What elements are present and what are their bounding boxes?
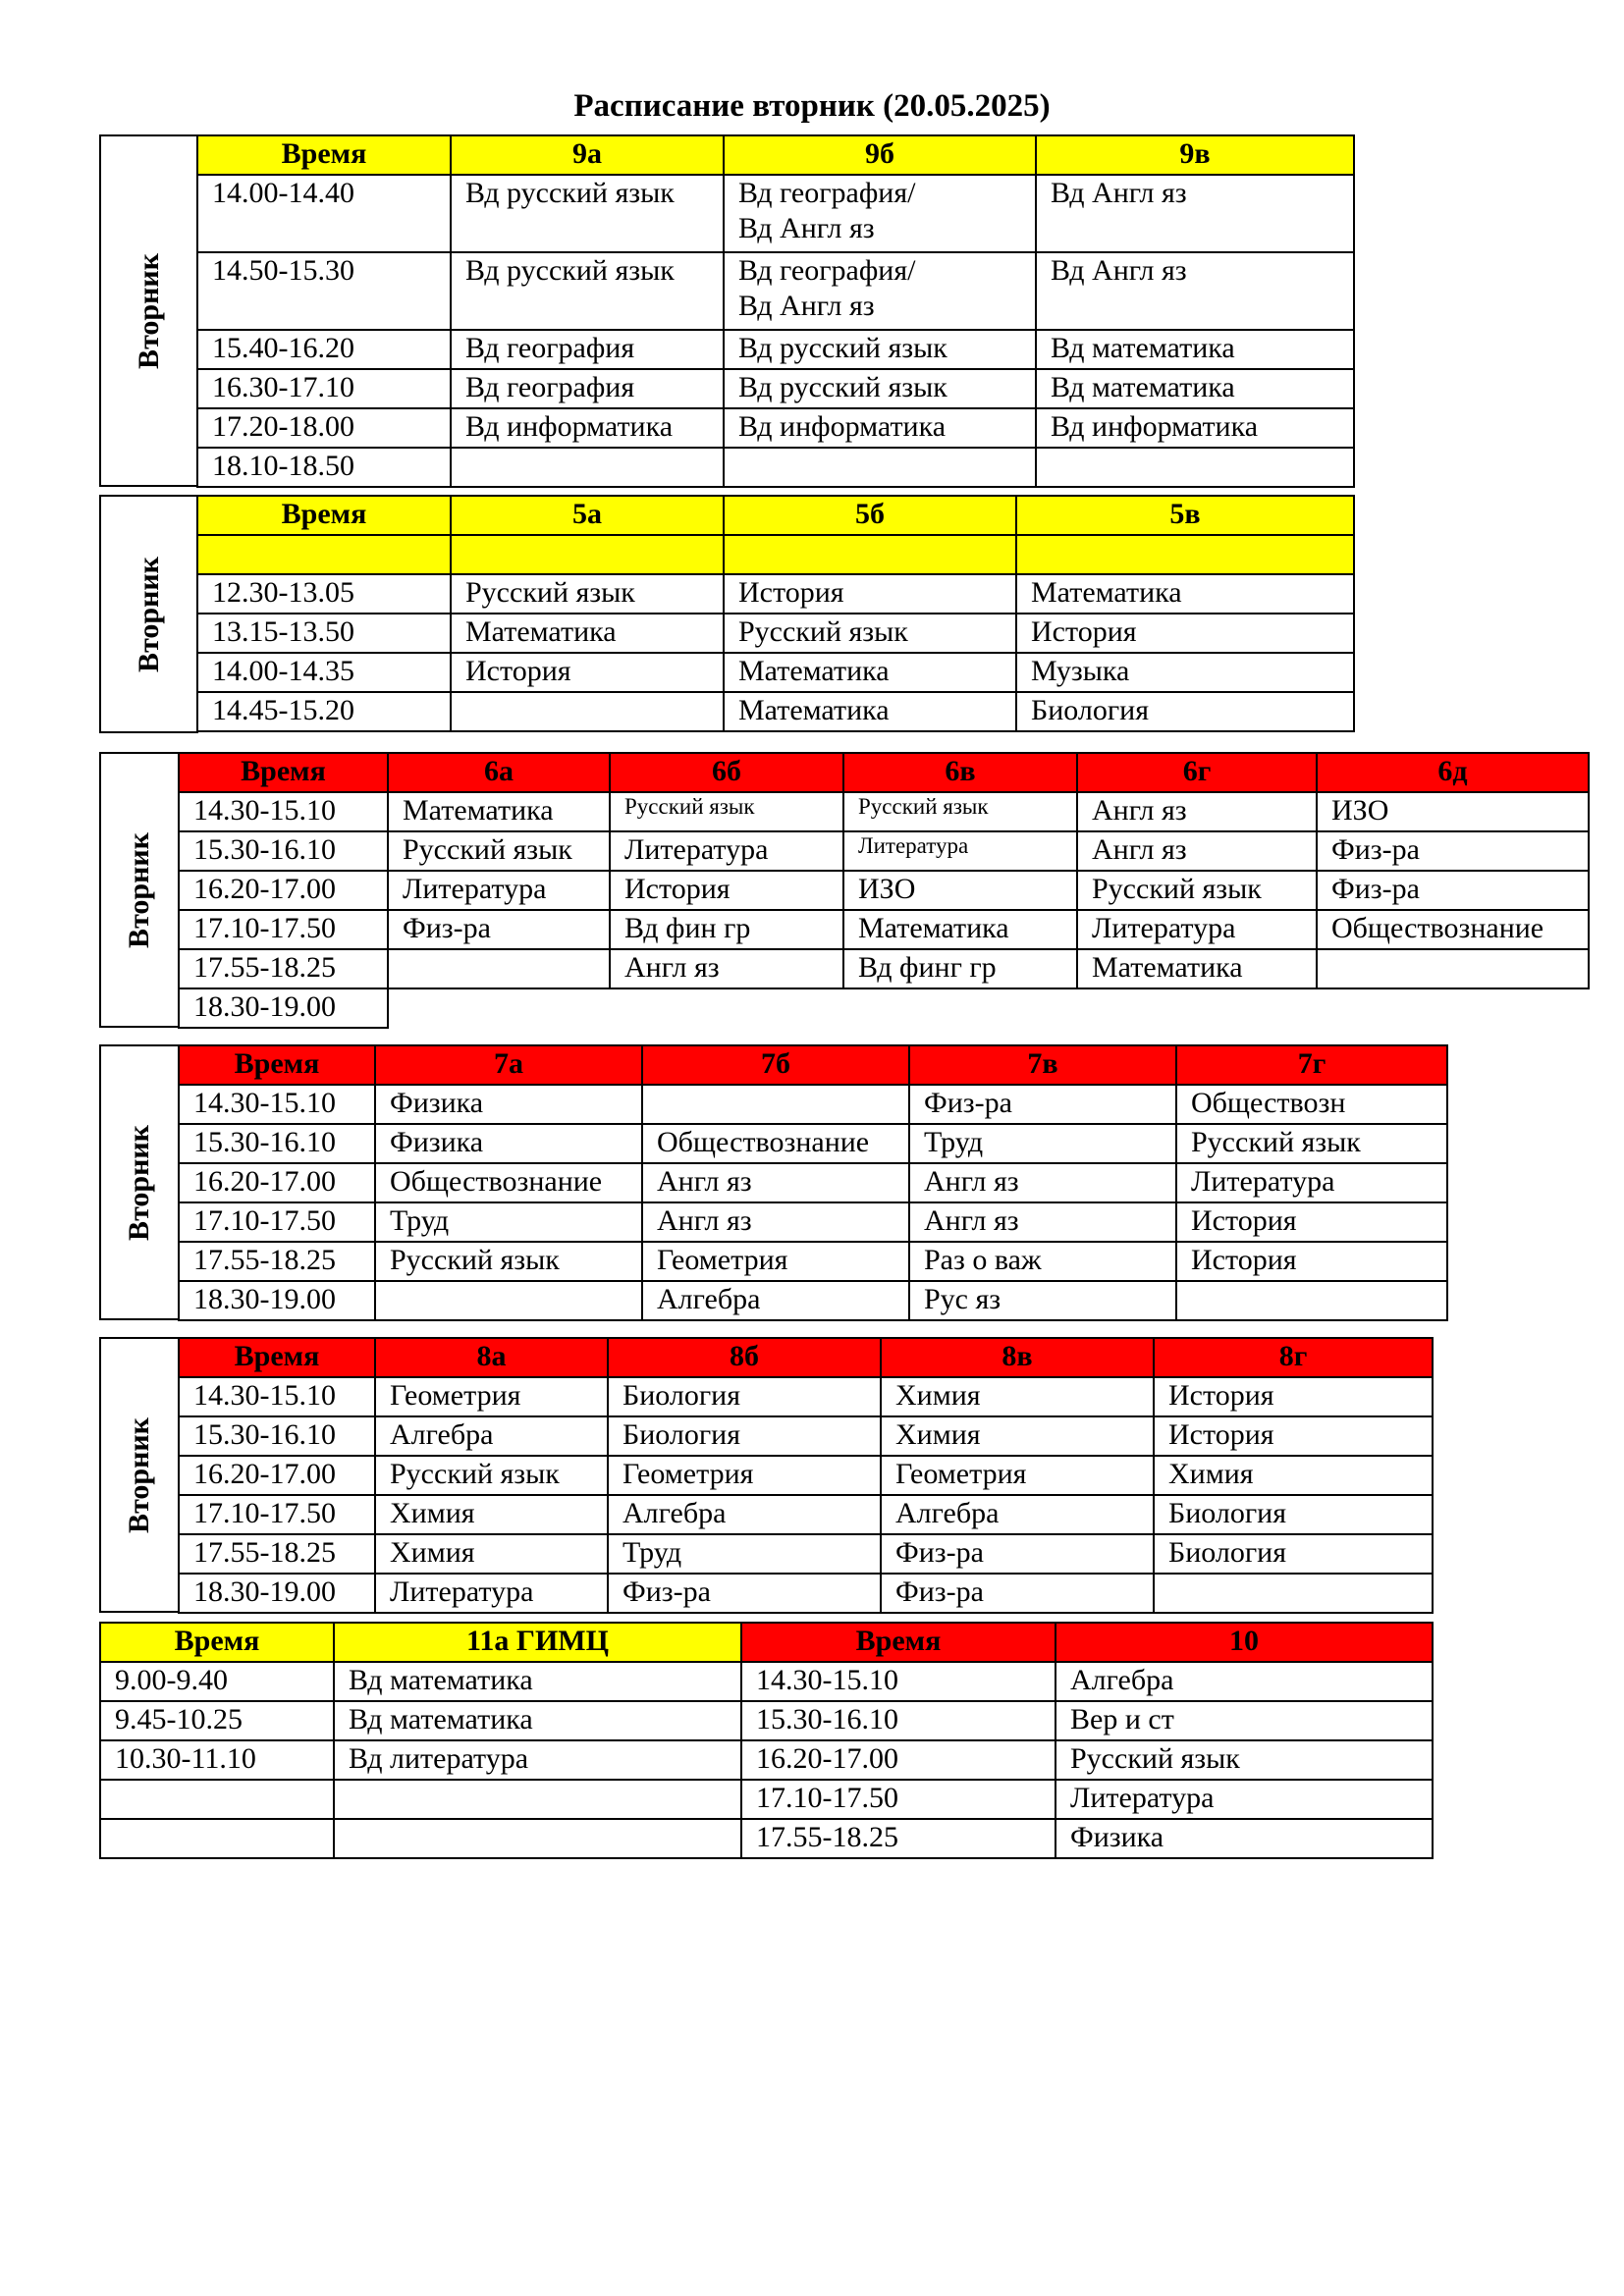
subject-cell: Химия	[881, 1416, 1154, 1456]
time-cell: 15.30-16.10	[741, 1701, 1056, 1740]
time-cell: 17.10-17.50	[741, 1780, 1056, 1819]
time-cell: 17.55-18.25	[741, 1819, 1056, 1858]
subject-cell: Физ-ра	[608, 1574, 881, 1613]
table-row	[197, 369, 1354, 408]
time-cell: 17.20-18.00	[197, 408, 451, 448]
table-row	[197, 448, 1354, 487]
subject-cell: Русский язык	[375, 1242, 642, 1281]
table-row	[197, 252, 1354, 330]
subject-cell: ИЗО	[843, 871, 1077, 910]
time-cell: 14.00-14.40	[197, 175, 451, 252]
subject-cell: Вд литература	[334, 1740, 741, 1780]
day-label-box-5	[99, 495, 198, 733]
time-cell: 18.30-19.00	[179, 1281, 375, 1320]
header-class: 8б	[608, 1338, 881, 1377]
subject-cell: Физика	[375, 1124, 642, 1163]
header-class: 10	[1056, 1623, 1433, 1662]
table-row	[179, 1281, 1447, 1320]
header-time: Время	[179, 1338, 375, 1377]
subject-cell: Англ яз	[642, 1202, 909, 1242]
header-class: 5в	[1016, 496, 1354, 535]
subject-cell	[334, 1819, 741, 1858]
table-row	[179, 792, 1589, 831]
time-cell: 16.30-17.10	[197, 369, 451, 408]
subject-cell: Раз о важ	[909, 1242, 1176, 1281]
subject-cell: История	[724, 574, 1016, 614]
table-header-row	[100, 1623, 1433, 1662]
table-row	[179, 1416, 1433, 1456]
time-cell: 18.30-19.00	[179, 1574, 375, 1613]
subject-cell: Вд русский язык	[451, 252, 724, 330]
subject-cell	[1154, 1574, 1433, 1613]
header-class: 7б	[642, 1045, 909, 1085]
table-row	[197, 653, 1354, 692]
subject-cell: Математика	[1077, 949, 1317, 988]
subject-cell: Геометрия	[375, 1377, 608, 1416]
time-cell: 10.30-11.10	[100, 1740, 334, 1780]
subject-cell: Англ яз	[909, 1202, 1176, 1242]
time-cell	[100, 1819, 334, 1858]
header-time: Время	[741, 1623, 1056, 1662]
subject-cell: История	[1154, 1377, 1433, 1416]
subject-cell: Геометрия	[881, 1456, 1154, 1495]
table-row	[179, 831, 1589, 871]
page-title: Расписание вторник (20.05.2025)	[573, 88, 1051, 124]
subject-cell	[642, 1085, 909, 1124]
subject-cell: Обществознание	[642, 1124, 909, 1163]
header-class: 8в	[881, 1338, 1154, 1377]
subject-cell: Литература	[1056, 1780, 1433, 1819]
subject-cell: Физ-ра	[1317, 871, 1589, 910]
day-label-box-7	[99, 1044, 180, 1320]
subject-cell: Обществознание	[375, 1163, 642, 1202]
table-row	[197, 692, 1354, 731]
subject-cell: Русский язык	[724, 614, 1016, 653]
table-row	[179, 1377, 1433, 1416]
day-label: Вторник	[123, 831, 155, 948]
subject-cell: Химия	[375, 1495, 608, 1534]
time-cell: 15.30-16.10	[179, 1124, 375, 1163]
subject-cell	[1036, 448, 1354, 487]
subject-line: Вд география/	[738, 254, 916, 287]
subject-cell: Химия	[1154, 1456, 1433, 1495]
subject-cell: Вер и ст	[1056, 1701, 1433, 1740]
subject-cell	[1317, 949, 1589, 988]
time-cell: 16.20-17.00	[179, 1163, 375, 1202]
time-cell: 14.30-15.10	[179, 1377, 375, 1416]
subject-cell: Англ яз	[1077, 792, 1317, 831]
day-label-box-6	[99, 752, 180, 1028]
subject-cell: Математика	[388, 792, 610, 831]
table-row	[179, 1085, 1447, 1124]
subject-cell: История	[1176, 1242, 1447, 1281]
day-label: Вторник	[123, 1124, 155, 1241]
subject-cell: Литература	[843, 831, 1077, 871]
subject-cell: Физ-ра	[909, 1085, 1176, 1124]
subject-cell	[451, 692, 724, 731]
time-cell: 17.55-18.25	[179, 1534, 375, 1574]
time-cell	[100, 1780, 334, 1819]
subject-cell	[388, 949, 610, 988]
time-cell: 16.20-17.00	[741, 1740, 1056, 1780]
subject-cell: Математика	[843, 910, 1077, 949]
header-class: 6д	[1317, 753, 1589, 792]
header-class: 6г	[1077, 753, 1317, 792]
subject-cell: Алгебра	[642, 1281, 909, 1320]
subject-cell: Физ-ра	[1317, 831, 1589, 871]
subject-cell: Биология	[1154, 1534, 1433, 1574]
table-row	[179, 1202, 1447, 1242]
subject-cell: Биология	[608, 1416, 881, 1456]
subject-cell: Музыка	[1016, 653, 1354, 692]
header-time: Время	[179, 753, 388, 792]
day-label: Вторник	[132, 556, 165, 672]
schedule-table-grade5	[196, 495, 1355, 732]
subject-cell: Англ яз	[610, 949, 843, 988]
table-row	[197, 574, 1354, 614]
time-cell: 14.30-15.10	[179, 792, 388, 831]
schedule-table-grade9	[196, 134, 1355, 488]
header-class: 8а	[375, 1338, 608, 1377]
time-cell: 17.55-18.25	[179, 1242, 375, 1281]
subject-cell: Вд математика	[1036, 369, 1354, 408]
subject-cell	[1176, 1281, 1447, 1320]
table-header-row	[179, 753, 1589, 792]
table-row	[100, 1701, 1433, 1740]
subject-cell: Англ яз	[909, 1163, 1176, 1202]
header-class: 11а ГИМЦ	[334, 1623, 741, 1662]
time-cell: 17.10-17.50	[179, 910, 388, 949]
header-class: 9в	[1036, 135, 1354, 175]
schedule-table-grade6	[178, 752, 1590, 1029]
subject-cell: Русский язык	[375, 1456, 608, 1495]
subject-cell: Русский язык	[843, 792, 1077, 831]
table-header-row	[179, 1045, 1447, 1085]
table-row	[179, 1534, 1433, 1574]
subject-cell: Химия	[375, 1534, 608, 1574]
table-row	[100, 1662, 1433, 1701]
subject-cell: Русский язык	[610, 792, 843, 831]
subject-cell: Обществознание	[1317, 910, 1589, 949]
day-label-box-9	[99, 134, 198, 487]
header-class: 7а	[375, 1045, 642, 1085]
subject-cell: Алгебра	[608, 1495, 881, 1534]
table-row	[179, 1456, 1433, 1495]
subject-cell	[724, 448, 1036, 487]
subject-cell: Вд русский язык	[724, 369, 1036, 408]
subject-cell: Геометрия	[642, 1242, 909, 1281]
subject-cell: Русский язык	[388, 831, 610, 871]
subject-cell: Вд Англ яз	[1036, 175, 1354, 252]
subject-cell: История	[1016, 614, 1354, 653]
time-cell: 14.45-15.20	[197, 692, 451, 731]
subject-cell: Литература	[610, 831, 843, 871]
subject-line: Вд Англ яз	[738, 290, 875, 322]
subject-cell: Физ-ра	[881, 1534, 1154, 1574]
time-cell: 16.20-17.00	[179, 1456, 375, 1495]
header-class: 6а	[388, 753, 610, 792]
time-cell: 17.55-18.25	[179, 949, 388, 988]
table-row	[197, 614, 1354, 653]
table-row	[179, 949, 1589, 988]
subject-cell: Русский язык	[1077, 871, 1317, 910]
subject-cell: Литература	[1077, 910, 1317, 949]
table-row	[179, 988, 1589, 1028]
subject-cell: Математика	[724, 692, 1016, 731]
time-cell: 9.45-10.25	[100, 1701, 334, 1740]
time-cell: 14.00-14.35	[197, 653, 451, 692]
table-header-row	[179, 1338, 1433, 1377]
subject-cell: История	[1154, 1416, 1433, 1456]
subject-cell: Труд	[608, 1534, 881, 1574]
table-header-row	[197, 135, 1354, 175]
subject-cell: Англ яз	[642, 1163, 909, 1202]
subject-cell: Русский язык	[1176, 1124, 1447, 1163]
table-row	[197, 408, 1354, 448]
table-row	[100, 1740, 1433, 1780]
time-cell: 18.10-18.50	[197, 448, 451, 487]
schedule-table-grade11-10	[99, 1622, 1434, 1859]
subject-cell: Труд	[375, 1202, 642, 1242]
table-row	[197, 175, 1354, 252]
day-label: Вторник	[132, 252, 165, 369]
subject-cell: Математика	[451, 614, 724, 653]
table-row	[179, 871, 1589, 910]
subject-cell: Алгебра	[881, 1495, 1154, 1534]
subject-cell: Литература	[388, 871, 610, 910]
time-cell: 16.20-17.00	[179, 871, 388, 910]
subject-cell: История	[1176, 1202, 1447, 1242]
subject-line: Вд Англ яз	[738, 212, 875, 244]
subject-cell	[375, 1281, 642, 1320]
subject-cell: Биология	[1154, 1495, 1433, 1534]
subject-cell	[334, 1780, 741, 1819]
schedule-table-grade7	[178, 1044, 1448, 1321]
table-row	[100, 1819, 1433, 1858]
subject-cell: Русский язык	[451, 574, 724, 614]
table-row	[179, 910, 1589, 949]
subject-cell: Вд информатика	[724, 408, 1036, 448]
schedule-table-grade8	[178, 1337, 1434, 1614]
subject-cell: Вд информатика	[1036, 408, 1354, 448]
day-label: Вторник	[123, 1416, 155, 1533]
subject-cell: Вд русский язык	[451, 175, 724, 252]
table-row	[179, 1495, 1433, 1534]
table-header-row	[197, 496, 1354, 535]
subject-cell: Физ-ра	[881, 1574, 1154, 1613]
header-class: 9а	[451, 135, 724, 175]
subject-cell: Биология	[1016, 692, 1354, 731]
time-cell: 15.30-16.10	[179, 1416, 375, 1456]
header-time: Время	[197, 135, 451, 175]
header-class: 6б	[610, 753, 843, 792]
subject-cell: История	[610, 871, 843, 910]
time-cell: 15.40-16.20	[197, 330, 451, 369]
header-class: 5б	[724, 496, 1016, 535]
header-class: 7в	[909, 1045, 1176, 1085]
subject-cell: Литература	[375, 1574, 608, 1613]
subject-cell: Труд	[909, 1124, 1176, 1163]
subject-cell: Физ-ра	[388, 910, 610, 949]
subject-cell: Русский язык	[1056, 1740, 1433, 1780]
subject-cell: Вд финг гр	[843, 949, 1077, 988]
subject-line: Вд география/	[738, 177, 916, 209]
subject-cell: Химия	[881, 1377, 1154, 1416]
time-cell: 14.30-15.10	[741, 1662, 1056, 1701]
subject-cell: История	[451, 653, 724, 692]
table-row	[179, 1163, 1447, 1202]
subject-cell	[724, 252, 1036, 330]
header-class: 6в	[843, 753, 1077, 792]
subject-cell: Рус яз	[909, 1281, 1176, 1320]
header-class: 8г	[1154, 1338, 1433, 1377]
table-row	[100, 1780, 1433, 1819]
subject-cell: Вд математика	[334, 1701, 741, 1740]
time-cell: 17.10-17.50	[179, 1495, 375, 1534]
table-row	[179, 1242, 1447, 1281]
subject-cell: Алгебра	[375, 1416, 608, 1456]
table-row	[197, 330, 1354, 369]
subject-cell: Алгебра	[1056, 1662, 1433, 1701]
subject-cell	[451, 448, 724, 487]
subject-cell: Литература	[1176, 1163, 1447, 1202]
time-cell: 13.15-13.50	[197, 614, 451, 653]
subject-cell: Физика	[1056, 1819, 1433, 1858]
header-time: Время	[179, 1045, 375, 1085]
header-class: 5а	[451, 496, 724, 535]
time-cell: 17.10-17.50	[179, 1202, 375, 1242]
header-class: 9б	[724, 135, 1036, 175]
subject-cell: Биология	[608, 1377, 881, 1416]
table-row	[179, 1574, 1433, 1613]
time-cell: 18.30-19.00	[179, 988, 388, 1028]
time-cell: 9.00-9.40	[100, 1662, 334, 1701]
subject-cell: Физика	[375, 1085, 642, 1124]
day-label-box-8	[99, 1337, 180, 1613]
subject-cell: Обществозн	[1176, 1085, 1447, 1124]
time-cell: 12.30-13.05	[197, 574, 451, 614]
subject-cell: Геометрия	[608, 1456, 881, 1495]
subject-cell: ИЗО	[1317, 792, 1589, 831]
subject-cell: Вд география	[451, 369, 724, 408]
subject-cell: Вд русский язык	[724, 330, 1036, 369]
subject-cell	[724, 175, 1036, 252]
subject-cell: Математика	[1016, 574, 1354, 614]
time-cell: 14.30-15.10	[179, 1085, 375, 1124]
header-class: 7г	[1176, 1045, 1447, 1085]
subject-cell: Вд Англ яз	[1036, 252, 1354, 330]
time-cell: 15.30-16.10	[179, 831, 388, 871]
subject-cell: Вд информатика	[451, 408, 724, 448]
header-time: Время	[197, 496, 451, 535]
subject-cell: Вд математика	[334, 1662, 741, 1701]
header-time: Время	[100, 1623, 334, 1662]
subject-cell: Вд математика	[1036, 330, 1354, 369]
subject-cell: Вд география	[451, 330, 724, 369]
subject-cell: Вд фин гр	[610, 910, 843, 949]
subject-cell: Математика	[724, 653, 1016, 692]
table-header-blank-row	[197, 535, 1354, 574]
table-row	[179, 1124, 1447, 1163]
subject-cell: Англ яз	[1077, 831, 1317, 871]
time-cell: 14.50-15.30	[197, 252, 451, 330]
